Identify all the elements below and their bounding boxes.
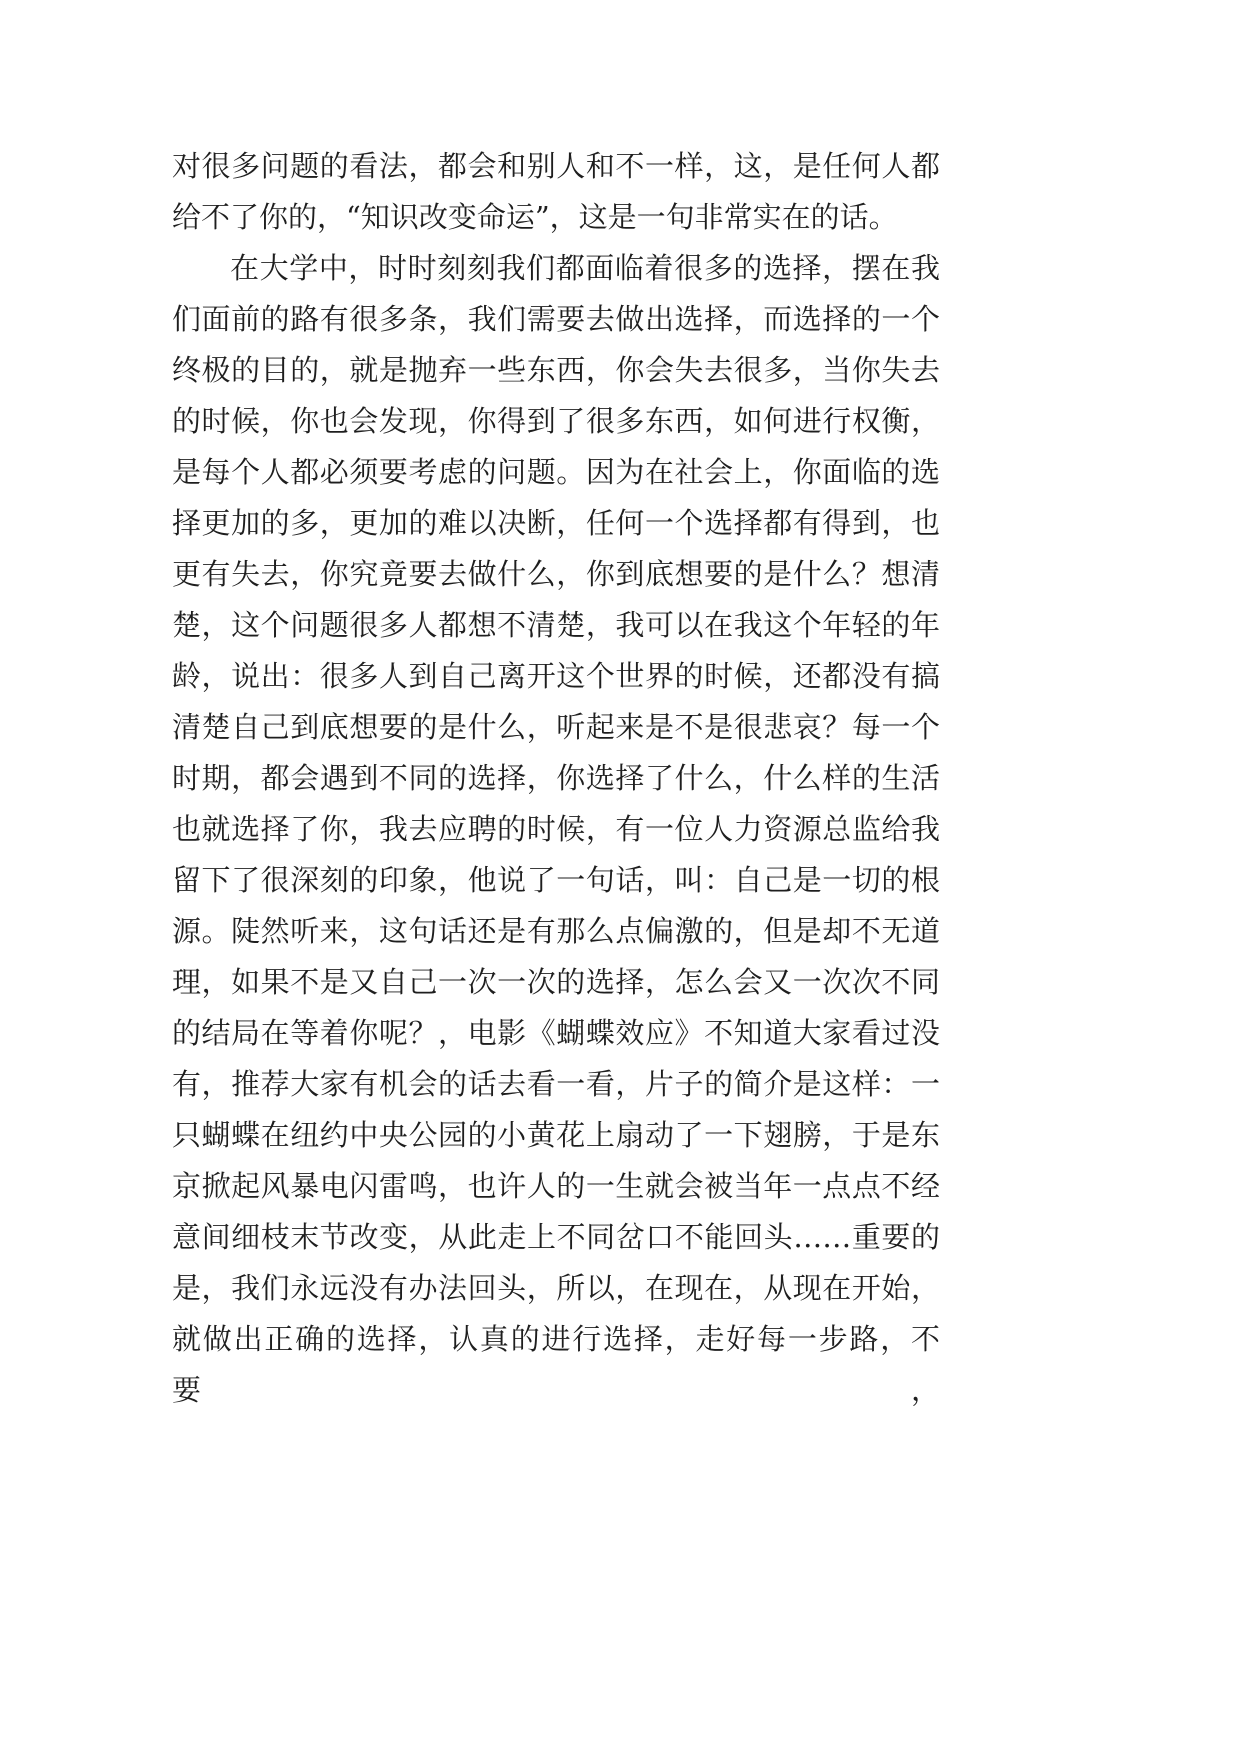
text-line: 就做出正确的选择，认真的进行选择，走好每一步路，不要， — [172, 1322, 940, 1407]
text-line: 清楚自己到底想要的是什么，听起来是不是很悲哀？每一个 — [172, 710, 940, 744]
text-line: 源。陡然听来，这句话还是有那么点偏激的，但是却不无道 — [172, 914, 940, 948]
text-line: 是，我们永远没有办法回头，所以，在现在，从现在开始， — [172, 1271, 940, 1305]
text-line: 留下了很深刻的印象，他说了一句话，叫：自己是一切的根 — [172, 863, 940, 897]
text-line: 是每个人都必须要考虑的问题。因为在社会上，你面临的选 — [172, 455, 940, 489]
text-line: 的时候，你也会发现，你得到了很多东西，如何进行权衡， — [172, 404, 940, 438]
text-line: 在大学中，时时刻刻我们都面临着很多的选择，摆在我 — [230, 251, 940, 285]
text-line: 给不了你的，“知识改变命运”，这是一句非常实在的话。 — [172, 200, 898, 234]
text-line: 择更加的多，更加的难以决断，任何一个选择都有得到，也 — [172, 506, 940, 540]
text-line: 对很多问题的看法，都会和别人和不一样，这，是任何人都 — [172, 149, 940, 183]
text-line: 京掀起风暴电闪雷鸣，也许人的一生就会被当年一点点不经 — [172, 1169, 940, 1203]
body-text — [172, 141, 940, 1407]
text-line: 们面前的路有很多条，我们需要去做出选择，而选择的一个 — [172, 302, 940, 336]
paragraph-2 — [172, 243, 940, 1407]
text-line: 意间细枝末节改变，从此走上不同岔口不能回头……重要的 — [172, 1220, 940, 1254]
paragraph-1 — [172, 141, 940, 243]
text-line: 只蝴蝶在纽约中央公园的小黄花上扇动了一下翅膀，于是东 — [172, 1118, 940, 1152]
text-line: 的结局在等着你呢？，电影《蝴蝶效应》不知道大家看过没 — [172, 1016, 940, 1050]
text-line: 龄，说出：很多人到自己离开这个世界的时候，还都没有搞 — [172, 659, 940, 693]
text-line: 时期，都会遇到不同的选择，你选择了什么，什么样的生活 — [172, 761, 940, 795]
text-line: 理，如果不是又自己一次一次的选择，怎么会又一次次不同 — [172, 965, 940, 999]
text-line: 有，推荐大家有机会的话去看一看，片子的简介是这样：一 — [172, 1067, 940, 1101]
text-line: 终极的目的，就是抛弃一些东西，你会失去很多，当你失去 — [172, 353, 940, 387]
text-line: 更有失去，你究竟要去做什么，你到底想要的是什么？想清 — [172, 557, 940, 591]
text-line: 楚，这个问题很多人都想不清楚，我可以在我这个年轻的年 — [172, 608, 940, 642]
text-line: 也就选择了你，我去应聘的时候，有一位人力资源总监给我 — [172, 812, 940, 846]
